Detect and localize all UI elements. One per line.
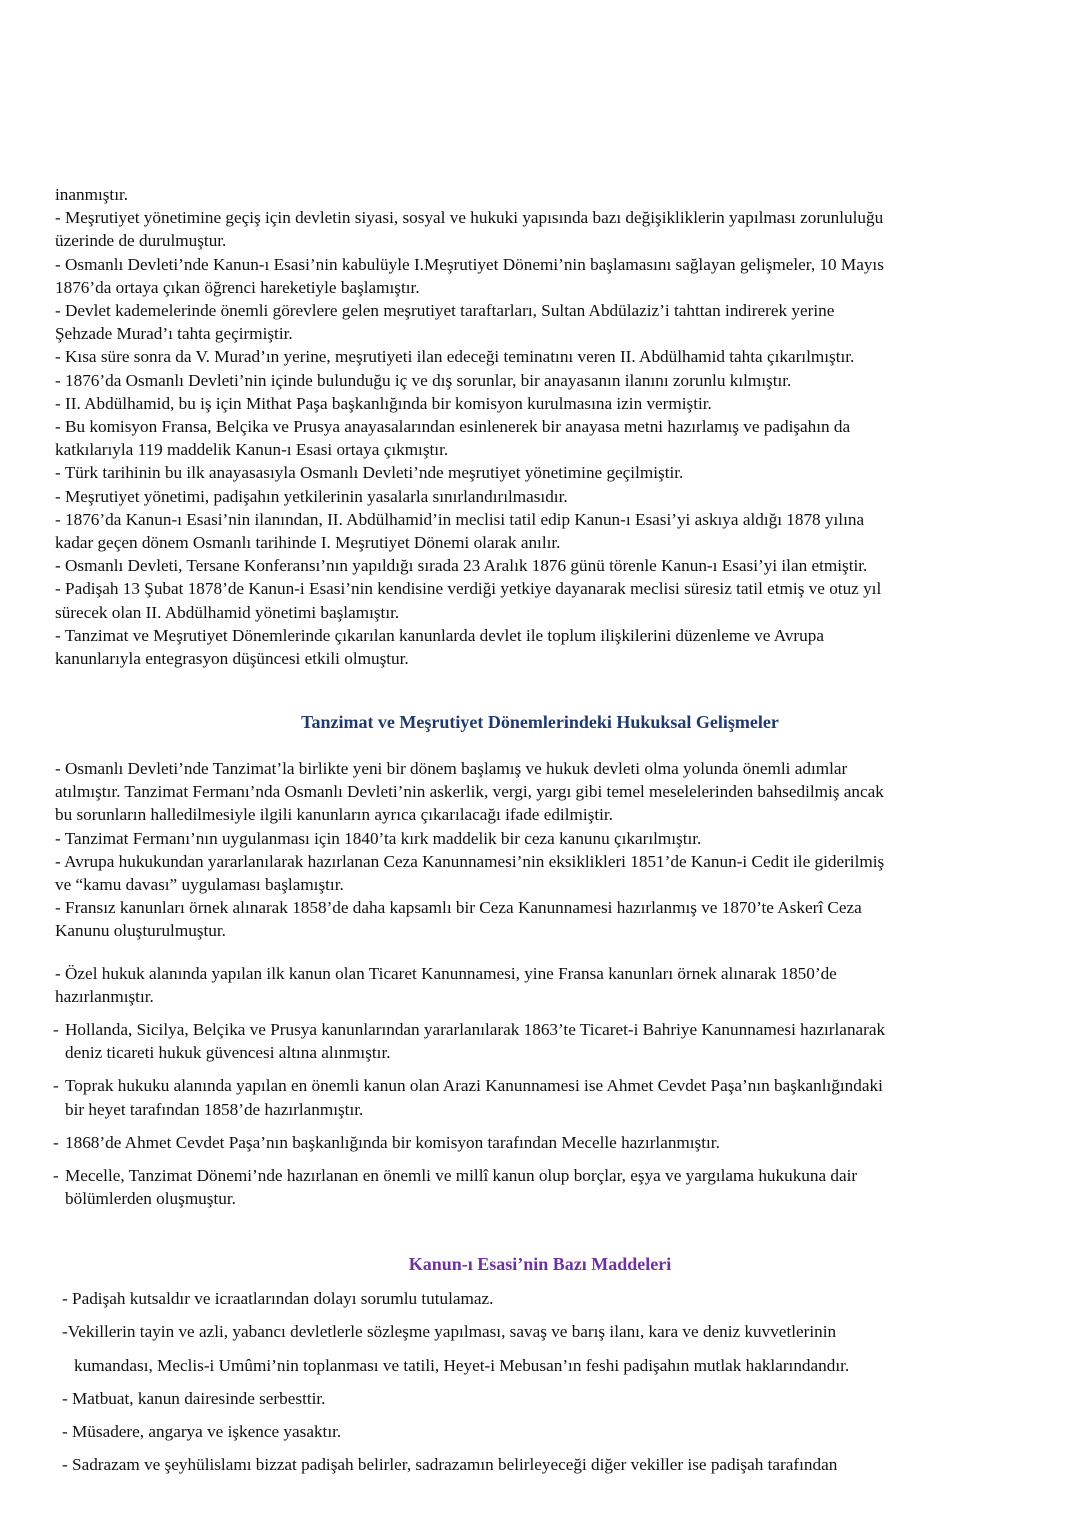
text-line: inanmıştır. [55, 185, 129, 204]
text-line: -Vekillerin tayin ve azli, yabancı devletlerle sözleşme yapılması, savaş ve barış ilanı, kara ve deniz kuvvetlerinin [62, 1322, 837, 1342]
text-line: kanunlarıyla entegrasyon düşüncesi etkili olmuştur. [55, 649, 409, 669]
text-line: - Avrupa hukukundan yararlanılarak hazırlanan Ceza Kanunnamesi’nin eksiklikleri 1851’de Kanun-i Cedit ile giderilmiş [55, 851, 885, 871]
text-line: - Devlet kademelerinde önemli görevlere gelen meşrutiyet taraftarları, Sultan Abdülaziz’i tahttan indirerek yerine [55, 301, 835, 321]
text-line: atılmıştır. Tanzimat Fermanı’nda Osmanlı Devleti’nin askerlik, vergi, yargı gibi temel meselelerinden bahsedilmiş ancak [55, 782, 884, 802]
section-ozel-hukuk-text [55, 962, 1040, 1008]
text-line: - Fransız kanunları örnek alınarak 1858’de daha kapsamlı bir Ceza Kanunnamesi hazırlanmış ve 1870’te Askerî Ceza [55, 898, 862, 918]
text-line: - Padişah kutsaldır ve icraatlarından dolayı sorumlu tutulamaz. [62, 1289, 494, 1308]
text-line: 1876’da ortaya çıkan öğrenci hareketiyle başlamıştır. [55, 277, 420, 297]
list-item [55, 1018, 1040, 1064]
text-line: - Türk tarihinin bu ilk anayasasıyla Osmanlı Devleti’nde meşrutiyet yönetimine geçilmiştir. [55, 463, 684, 483]
text-line: - Tanzimat ve Meşrutiyet Dönemlerinde çıkarılan kanunlarda devlet ile toplum ilişkilerini düzenleme ve Avrupa [55, 625, 824, 645]
text-line: - 1876’da Kanun-ı Esasi’nin ilanından, II. Abdülhamid’in meclisi tatil edip Kanun-ı Esasi’yi askıya aldığı 1878 yılına [55, 509, 865, 529]
text-line: kumandası, Meclis-i Umûmi’nin toplanması ve tatili, Heyet-i Mebusan’ın feshi padişahın mutlak haklarındandır. [74, 1355, 850, 1375]
list-item-line: Mecelle, Tanzimat Dönemi’nde hazırlanan en önemli ve millî kanun olup borçlar, eşya ve yargılama hukukuna dair [65, 1166, 858, 1186]
text-line: üzerinde de durulmuştur. [55, 231, 227, 251]
text-line: hazırlanmıştır. [55, 987, 154, 1007]
text-line: - Tanzimat Fermanı’nın uygulanması için 1840’ta kırk maddelik bir ceza kanunu çıkarılmıştır. [55, 828, 702, 848]
text-line: - II. Abdülhamid, bu iş için Mithat Paşa başkanlığında bir komisyon kurulmasına izin vermiştir. [55, 393, 712, 413]
text-line: kadar geçen dönem Osmanlı tarihinde I. Meşrutiyet Dönemi olarak anılır. [55, 533, 561, 553]
list-item [55, 1074, 1040, 1120]
text-line: - Bu komisyon Fransa, Belçika ve Prusya anayasalarından esinlenerek bir anayasa metni hazırlamış ve padişahın da [55, 417, 851, 437]
hukuk-kanun-list [55, 1018, 1040, 1220]
list-dash: - [53, 1166, 59, 1186]
text-line: - Osmanlı Devleti, Tersane Konferansı’nın yapıldığı sırada 23 Aralık 1876 günü törenle Kanun-ı Esasi’yi ilan etmiştir. [55, 556, 868, 576]
list-dash: - [53, 1020, 59, 1039]
text-line: - Matbuat, kanun dairesinde serbesttir. [62, 1388, 326, 1408]
text-line: - Osmanlı Devleti’nde Tanzimat’la birlikte yeni bir dönem başlamış ve hukuk devleti olma yolunda önemli adımlar [55, 759, 848, 778]
section-meşrutiyet-text [55, 183, 1040, 670]
list-item-line: Toprak hukuku alanında yapılan en önemli kanun olan Arazi Kanunnamesi ise Ahmet Cevdet Paşa’nın başkanlığındaki [65, 1076, 883, 1096]
text-line: - Sadrazam ve şeyhülislamı bizzat padişah belirler, sadrazamın belirleyeceği diğer vekiller ise padişah tarafından [62, 1455, 838, 1475]
text-line: - Özel hukuk alanında yapılan ilk kanun olan Ticaret Kanunnamesi, yine Fransa kanunları örnek alınarak 1850’de [55, 964, 837, 983]
list-item-line: bölümlerden oluşmuştur. [65, 1189, 236, 1209]
section-heading-kanun-esasi: Kanun-ı Esasi’nin Bazı Maddeleri [408, 1254, 672, 1274]
text-line: - Kısa süre sonra da V. Murad’ın yerine, meşrutiyeti ilan edeceği teminatını veren II. Abdülhamid tahta çıkarılmıştır. [55, 347, 855, 367]
text-line: sürecek olan II. Abdülhamid yönetimi başlamıştır. [55, 602, 400, 622]
list-item-line: Hollanda, Sicilya, Belçika ve Prusya kanunlarından yararlanılarak 1863’te Ticaret-i Bahriye Kanunnamesi hazırlanarak [65, 1020, 886, 1039]
text-line: - 1876’da Osmanlı Devleti’nin içinde bulunduğu iç ve dış sorunlar, bir anayasanın ilanını zorunlu kılmıştır. [55, 370, 792, 390]
text-line: - Padişah 13 Şubat 1878’de Kanun-i Esasi’nin kendisine verdiği yetkiye dayanarak meclisi süresiz tatil etmiş ve otuz yıl [55, 579, 882, 599]
list-item-line: bir heyet tarafından 1858’de hazırlanmıştır. [65, 1099, 364, 1119]
text-line: ve “kamu davası” uygulaması başlamıştır. [55, 875, 344, 895]
text-line: bu sorunların halledilmesiyle ilgili kanunların ayrıca çıkarılacağı ifade edilmiştir. [55, 805, 613, 825]
text-line: - Meşrutiyet yönetimi, padişahın yetkilerinin yasalarla sınırlandırılmasıdır. [55, 486, 568, 506]
text-line: Şehzade Murad’ı tahta geçirmiştir. [55, 324, 293, 344]
text-line: Kanunu oluşturulmuştur. [55, 921, 226, 941]
section-heading-hukuksal: Tanzimat ve Meşrutiyet Dönemlerindeki Hukuksal Gelişmeler [301, 712, 779, 732]
section-hukuksal-text [55, 757, 1040, 943]
list-item-line: deniz ticareti hukuk güvencesi altına alınmıştır. [65, 1043, 391, 1063]
list-dash: - [53, 1132, 59, 1152]
list-item [55, 1131, 1040, 1154]
text-line: - Meşrutiyet yönetimine geçiş için devletin siyasi, sosyal ve hukuki yapısında bazı değişikliklerin yapılması zorunluluğu [55, 208, 884, 228]
kanun-esasi-maddeler [62, 1282, 1037, 1482]
text-line: - Müsadere, angarya ve işkence yasaktır. [62, 1422, 342, 1442]
list-item [55, 1164, 1040, 1210]
list-dash: - [53, 1076, 59, 1096]
text-line: - Osmanlı Devleti’nde Kanun-ı Esasi’nin kabulüyle I.Meşrutiyet Dönemi’nin başlamasını sağlayan gelişmeler, 10 Mayıs [55, 254, 884, 274]
text-line: katkılarıyla 119 maddelik Kanun-ı Esasi ortaya çıkmıştır. [55, 440, 449, 460]
list-item-line: 1868’de Ahmet Cevdet Paşa’nın başkanlığında bir komisyon tarafından Mecelle hazırlanmıştır. [65, 1132, 720, 1152]
